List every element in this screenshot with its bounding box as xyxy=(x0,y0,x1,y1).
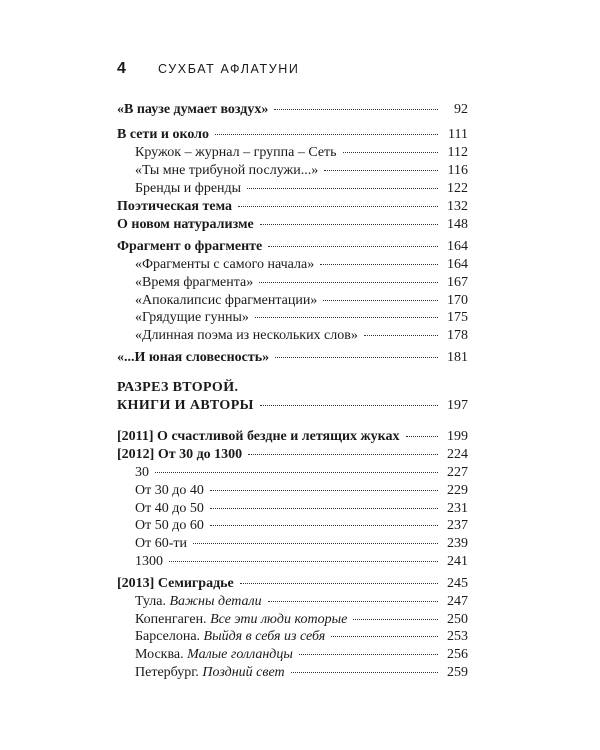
dot-leader xyxy=(275,357,438,358)
dot-leader xyxy=(248,454,438,455)
dot-leader xyxy=(320,264,438,265)
dot-leader xyxy=(343,152,438,153)
toc-entry[interactable] xyxy=(117,238,468,255)
toc-entry[interactable] xyxy=(117,446,468,463)
dot-leader xyxy=(353,619,438,620)
dot-leader xyxy=(331,636,438,637)
entry-page-number: 231 xyxy=(447,501,468,516)
page-number: 4 xyxy=(117,60,126,77)
entry-title: Кружок – журнал – группа – Сеть xyxy=(135,145,337,160)
entry-title: 30 xyxy=(135,465,149,480)
toc-subentry[interactable] xyxy=(135,274,468,291)
toc-entry[interactable] xyxy=(117,575,468,592)
toc-entry[interactable] xyxy=(117,198,468,215)
entry-title: «Длинная поэма из нескольких слов» xyxy=(135,328,358,343)
entry-title: КНИГИ И АВТОРЫ xyxy=(117,398,254,413)
entry-title: «В паузе думает воздух» xyxy=(117,102,269,117)
entry-page-number: 229 xyxy=(447,483,468,498)
toc-subentry[interactable] xyxy=(135,256,468,273)
entry-page-number: 181 xyxy=(447,350,468,365)
toc-subentry[interactable] xyxy=(135,628,468,645)
entry-title: «Ты мне трибуной послужи...» xyxy=(135,163,319,178)
entry-page-number: 197 xyxy=(447,398,468,413)
dot-leader xyxy=(238,206,438,207)
entry-page-number: 148 xyxy=(447,217,468,232)
toc-subentry[interactable] xyxy=(135,144,468,161)
toc-subentry[interactable] xyxy=(135,180,468,197)
toc-entry[interactable] xyxy=(117,216,468,233)
dot-leader xyxy=(299,654,438,655)
entry-title: От 50 до 60 xyxy=(135,518,204,533)
dot-leader xyxy=(323,300,438,301)
entry-page-number: 178 xyxy=(447,328,468,343)
entry-page-number: 250 xyxy=(447,612,468,627)
toc-subentry[interactable] xyxy=(135,309,468,326)
entry-title: «...И юная словесность» xyxy=(117,350,270,365)
entry-title: [2013] Семиградье xyxy=(117,576,234,591)
entry-title: 1300 xyxy=(135,554,163,569)
entry-page-number: 237 xyxy=(447,518,468,533)
entry-page-number: 92 xyxy=(454,102,468,117)
toc-subentry[interactable] xyxy=(135,327,468,344)
toc-subentry[interactable] xyxy=(135,535,468,552)
dot-leader xyxy=(247,188,438,189)
entry-page-number: 112 xyxy=(447,145,468,160)
toc-subentry[interactable] xyxy=(135,664,468,681)
entry-title: «Время фрагмента» xyxy=(135,275,254,290)
toc-subentry[interactable] xyxy=(135,500,468,517)
entry-page-number: 164 xyxy=(447,257,468,272)
toc-subentry[interactable] xyxy=(135,517,468,534)
dot-leader xyxy=(268,246,438,247)
entry-page-number: 116 xyxy=(447,163,468,178)
entry-title: Бренды и френды xyxy=(135,181,242,196)
dot-leader xyxy=(364,335,438,336)
entry-page-number: 259 xyxy=(447,665,468,680)
entry-page-number: 164 xyxy=(447,239,468,254)
dot-leader xyxy=(210,525,438,526)
entry-title: Тула. Важны детали xyxy=(135,594,262,609)
entry-title: Барселона. Выйдя в себя из себя xyxy=(135,629,326,644)
entry-title: Москва. Малые голландцы xyxy=(135,647,293,662)
toc-subentry[interactable] xyxy=(135,593,468,610)
entry-page-number: 199 xyxy=(447,429,468,444)
entry-title: «Фрагменты с самого начала» xyxy=(135,257,315,272)
entry-page-number: 247 xyxy=(447,594,468,609)
entry-title: Копенгаген. Все эти люди которые xyxy=(135,612,348,627)
part-heading-line1: РАЗРЕЗ ВТОРОЙ. xyxy=(117,380,239,395)
toc-subentry[interactable] xyxy=(135,482,468,499)
running-header xyxy=(117,60,299,80)
entry-title: [2011] О счастливой бездне и летящих жуках xyxy=(117,429,400,444)
entry-title: «Апокалипсис фрагментации» xyxy=(135,293,318,308)
toc-subentry[interactable] xyxy=(135,553,468,570)
dot-leader xyxy=(259,282,438,283)
entry-page-number: 256 xyxy=(447,647,468,662)
entry-page-number: 253 xyxy=(447,629,468,644)
dot-leader xyxy=(260,405,438,406)
entry-title: От 30 до 40 xyxy=(135,483,204,498)
entry-page-number: 122 xyxy=(447,181,468,196)
dot-leader xyxy=(268,601,438,602)
toc-entry[interactable] xyxy=(117,101,468,118)
entry-page-number: 167 xyxy=(447,275,468,290)
dot-leader xyxy=(260,224,438,225)
dot-leader xyxy=(240,583,438,584)
entry-title: [2012] От 30 до 1300 xyxy=(117,447,243,462)
dot-leader xyxy=(193,543,438,544)
dot-leader xyxy=(169,561,438,562)
entry-page-number: 245 xyxy=(447,576,468,591)
entry-title: Петербург. Поздний свет xyxy=(135,665,285,680)
dot-leader xyxy=(291,672,438,673)
dot-leader xyxy=(255,317,438,318)
entry-title: О новом натурализме xyxy=(117,217,254,232)
entry-page-number: 227 xyxy=(447,465,468,480)
toc-subentry[interactable] xyxy=(135,292,468,309)
toc-subentry[interactable] xyxy=(135,646,468,663)
toc-entry[interactable] xyxy=(117,428,468,445)
entry-page-number: 170 xyxy=(447,293,468,308)
entry-page-number: 175 xyxy=(447,310,468,325)
dot-leader xyxy=(210,508,438,509)
dot-leader xyxy=(210,490,438,491)
toc-entry[interactable] xyxy=(117,126,468,143)
entry-page-number: 132 xyxy=(447,199,468,214)
author-name: СУХБАТ АФЛАТУНИ xyxy=(158,62,300,76)
dot-leader xyxy=(155,472,438,473)
part-heading-entry[interactable] xyxy=(117,397,468,414)
entry-title: В сети и около xyxy=(117,127,209,142)
dot-leader xyxy=(324,170,438,171)
toc-subentry[interactable] xyxy=(135,162,468,179)
dot-leader xyxy=(406,436,438,437)
toc-subentry[interactable] xyxy=(135,464,468,481)
entry-title: Фрагмент о фрагменте xyxy=(117,239,263,254)
entry-title: От 60-ти xyxy=(135,536,188,551)
dot-leader xyxy=(215,134,438,135)
entry-page-number: 224 xyxy=(447,447,468,462)
dot-leader xyxy=(274,109,438,110)
entry-page-number: 239 xyxy=(447,536,468,551)
toc-entry[interactable] xyxy=(117,349,468,366)
toc-subentry[interactable] xyxy=(135,611,468,628)
entry-title: От 40 до 50 xyxy=(135,501,204,516)
entry-page-number: 111 xyxy=(448,127,468,142)
entry-title: Поэтическая тема xyxy=(117,199,233,214)
entry-page-number: 241 xyxy=(447,554,468,569)
entry-title: «Грядущие гунны» xyxy=(135,310,249,325)
